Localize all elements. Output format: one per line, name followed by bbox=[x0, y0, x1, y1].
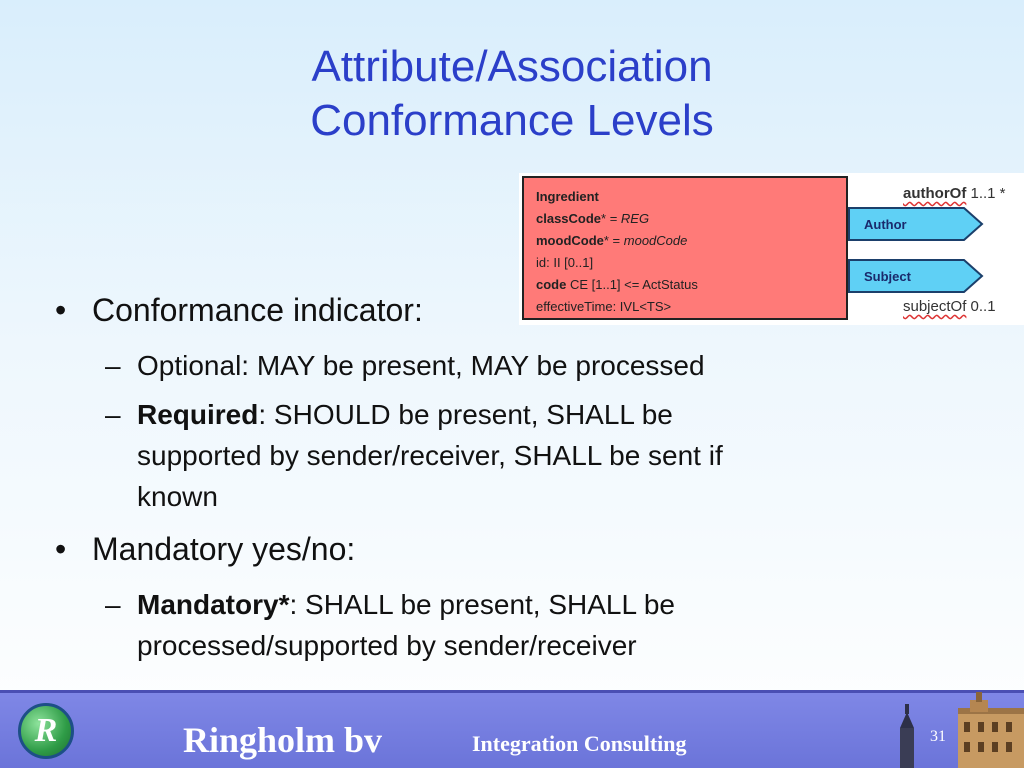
page-number: 31 bbox=[930, 728, 946, 745]
subject-label: Subject bbox=[864, 269, 911, 284]
subject-association: subjectOf 0..1 bbox=[903, 298, 996, 315]
class-name: Ingredient bbox=[536, 189, 599, 204]
title-line-1: Attribute/Association bbox=[311, 42, 713, 91]
author-label: Author bbox=[864, 217, 907, 232]
title-line-2: Conformance Levels bbox=[310, 96, 714, 145]
slide-title bbox=[0, 40, 1024, 148]
attr-code: code CE [1..1] <= ActStatus bbox=[536, 277, 698, 292]
building-photo bbox=[880, 690, 1024, 768]
ingredient-class-box bbox=[522, 176, 848, 320]
company-tagline: Integration Consulting bbox=[472, 731, 687, 756]
attr-classcode: classCode* = REG bbox=[536, 211, 650, 226]
attr-id: id: II [0..1] bbox=[536, 255, 594, 270]
ringholm-logo: R bbox=[18, 703, 74, 759]
company-name: Ringholm bv bbox=[183, 720, 383, 760]
attr-moodcode: moodCode* = moodCode bbox=[536, 233, 688, 248]
attr-effectivetime: effectiveTime: IVL<TS> bbox=[536, 299, 672, 314]
author-association: authorOf 1..1 * bbox=[903, 185, 1006, 202]
